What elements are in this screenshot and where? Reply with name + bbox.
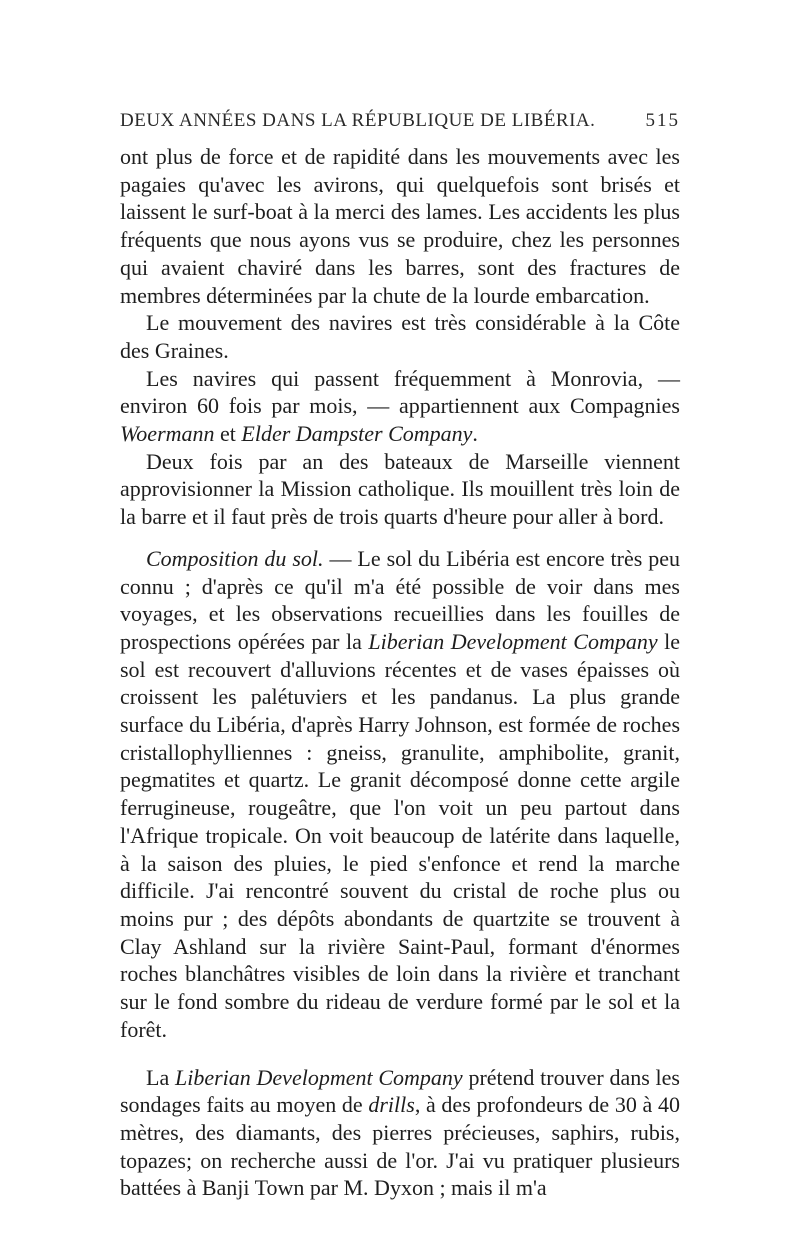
sentence-end: . bbox=[472, 421, 478, 447]
paragraph-6-text-b: , à des profondeurs de 30 à 40 mètres, des diamants, des pierres précieuses, saphirs, rubis, topazes; on recherche aussi de l'or. J'ai vu pratiquer plusieurs battées à Banji Town par M. Dyxon ; mais il m'a bbox=[120, 1092, 680, 1201]
paragraph-6-text-a: prétend trouver dans les sondages faits au moyen de bbox=[120, 1064, 680, 1118]
paragraph-6-lead: La bbox=[146, 1064, 175, 1090]
paragraph-5-text-a: — Le sol du Libéria est encore très peu connu ; d'après ce qu'il m'a été possible de voir dans mes voyages, et les observations recueillies dans les fouilles de prospections opérées par la bbox=[120, 545, 681, 654]
company-name-woermann: Woermann bbox=[120, 421, 215, 447]
company-name-elder-dampster: Elder Dampster Company bbox=[241, 421, 473, 447]
paragraph-3-text: Les navires qui passent fréquemment à Monrovia, — environ 60 fois par mois, — appartiennent aux Compagnies bbox=[120, 365, 680, 419]
paragraph-2: Le mouvement des navires est très considérable à la Côte des Graines. bbox=[120, 310, 680, 363]
paragraph-6 bbox=[120, 1064, 680, 1203]
term-drills: drills bbox=[368, 1092, 415, 1118]
paragraph-4: Deux fois par an des bateaux de Marseille viennent approvisionner la Mission catholique. Ils mouillent très loin de la barre et il faut près de trois quarts d'heure pour aller à bord. bbox=[120, 448, 680, 530]
company-name-liberian-development: Liberian Development Company bbox=[368, 628, 658, 654]
section-heading: Composition du sol. bbox=[146, 545, 324, 571]
paragraph-5-text-b: le sol est recouvert d'alluvions récentes et de vases épaisses où croissent les palétuviers et les pandanus. La plus grande surface du Libéria, d'après Harry Johnson, est formée de roches cristallophylliennes : gneiss, granulite, amphibolite, granit, pegmatites et quartz. Le granit décomposé donne cette argile ferrugineuse, rougeâtre, que l'on voit un peu partout dans l'Afrique tropicale. On voit beaucoup de latérite dans laquelle, à la saison des pluies, le pied s'enfonce et rend la marche difficile. J'ai rencontré souvent du cristal de roche plus ou moins pur ; des dépôts abondants de quartzite se trouvent à Clay Ashland sur la rivière Saint-Paul, formant d'énormes roches blanchâtres visibles de loin dans la rivière et tranchant sur le fond sombre du rideau de verdure formé par le sol et la forêt. bbox=[120, 628, 680, 1042]
running-title: DEUX ANNÉES DANS LA RÉPUBLIQUE DE LIBÉRIA. bbox=[120, 110, 596, 131]
paragraph-3 bbox=[120, 365, 680, 448]
body-text bbox=[120, 143, 680, 1202]
paragraph-1: ont plus de force et de rapidité dans les mouvements avec les pagaies qu'avec les avirons, qui quelquefois sont brisés et laissent le surf-boat à la merci des lames. Les accidents les plus fréquents que nous ayons vus se produire, chez les personnes qui avaient chaviré dans les barres, sont des fractures de membres déterminées par la chute de la lourde embarcation. bbox=[120, 144, 680, 308]
conjunction: et bbox=[214, 421, 242, 447]
page-number: 515 bbox=[645, 110, 680, 131]
company-name-liberian-development-2: Liberian Development Company bbox=[174, 1064, 463, 1090]
paragraph-5 bbox=[120, 545, 680, 1044]
running-header bbox=[120, 110, 680, 132]
